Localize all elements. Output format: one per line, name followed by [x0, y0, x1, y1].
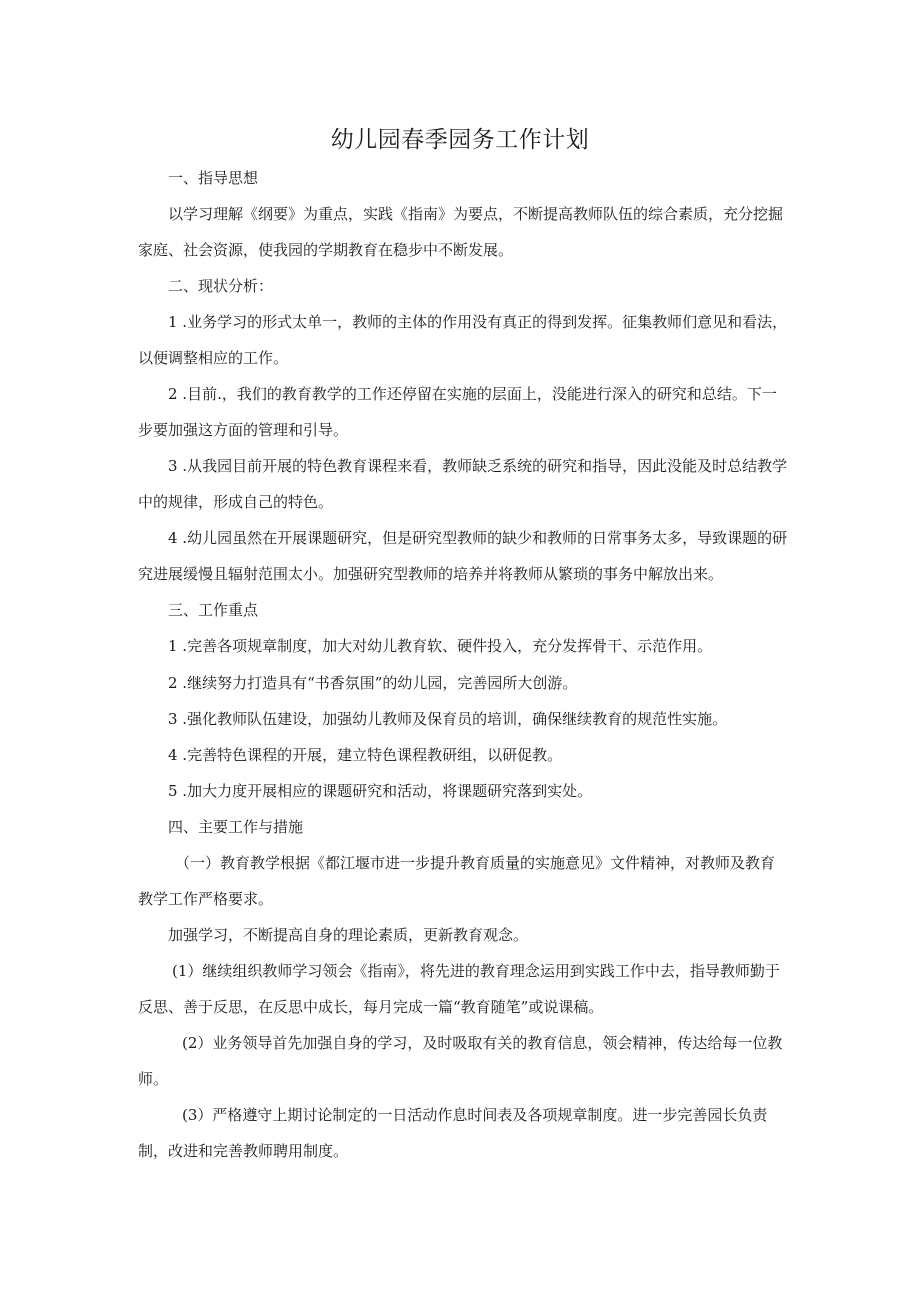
list-item: 3 .强化教师队伍建设，加强幼儿教师及保育员的培训，确保继续教育的规范性实施。	[168, 710, 728, 728]
document-title: 幼儿园春季园务工作计划	[330, 127, 590, 153]
paragraph: 以学习理解《纲要》为重点，实践《指南》为要点，不断提高教师队伍的综合素质，充分挖掘家庭、社会资源，使我园的学期教育在稳步中不断发展。	[138, 205, 784, 259]
list-item: 1 .业务学习的形式太单一，教师的主体的作用没有真正的得到发挥。征集教师们意见和看法，以便调整相应的工作。	[138, 313, 788, 367]
section-heading-2: 二、现状分析：	[168, 277, 274, 295]
list-item: 5 .加大力度开展相应的课题研究和活动，将课题研究落到实处。	[168, 782, 593, 800]
list-item: 2 .继续努力打造具有“书香氛围”的幼儿园，完善园所大创游。	[168, 674, 578, 692]
paragraph: (2）业务领导首先加强自身的学习，及时吸取有关的教育信息，领会精神，传达给每一位教师。	[138, 1034, 783, 1088]
paragraph: 加强学习，不断提高自身的理论素质，更新教育观念。	[168, 926, 529, 944]
paragraph: （一）教育教学根据《都江堰市进一步提升教育质量的实施意见》文件精神，对教师及教育教学工作严格要求。	[138, 854, 776, 908]
paragraph: (3）严格遵守上期讨论制定的一日活动作息时间表及各项规章制度。进一步完善园长负责制，改进和完善教师聘用制度。	[138, 1106, 768, 1160]
list-item: 1 .完善各项规章制度，加大对幼儿教育软、硬件投入，充分发挥骨干、示范作用。	[168, 637, 713, 655]
section-heading-3: 三、工作重点	[168, 601, 259, 619]
list-item: 2 .目前.，我们的教育教学的工作还停留在实施的层面上，没能进行深入的研究和总结。下一步要加强这方面的管理和引导。	[138, 385, 777, 439]
paragraph: (1）继续组织教师学习领会《指南》，将先进的教育理念运用到实践工作中去，指导教师勤于反思、善于反思，在反思中成长，每月完成一篇“教育随笔”或说课稿。	[138, 962, 780, 1016]
section-heading-1: 一、指导思想	[168, 169, 259, 187]
list-item: 4 .完善特色课程的开展，建立特色课程教研组，以研促教。	[168, 746, 563, 764]
list-item: 4 .幼儿园虽然在开展课题研究，但是研究型教师的缺少和教师的日常事务太多，导致课题的研究进展缓慢且辐射范围太小。加强研究型教师的培养并将教师从繁琐的事务中解放出来。	[138, 529, 788, 583]
section-heading-4: 四、主要工作与措施	[168, 818, 304, 836]
list-item: 3 .从我园目前开展的特色教育课程来看，教师缺乏系统的研究和指导，因此没能及时总结教学中的规律，形成自己的特色。	[138, 457, 788, 511]
